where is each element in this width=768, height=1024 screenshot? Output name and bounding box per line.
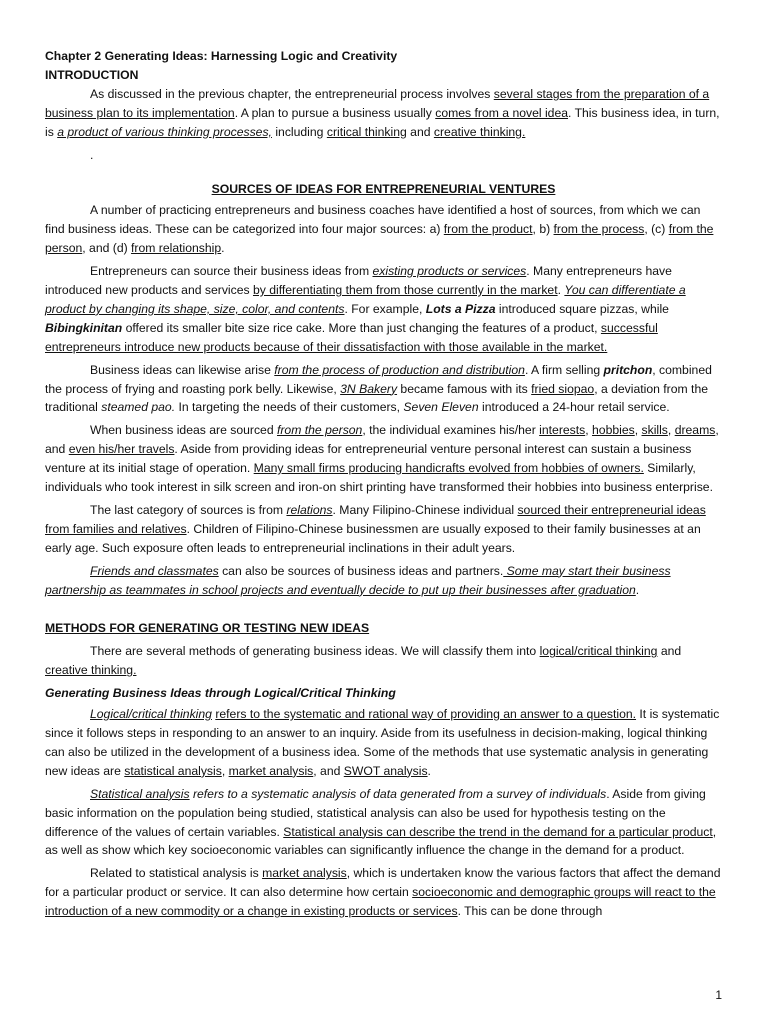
text-run: became famous with its [397, 381, 532, 396]
text-run: , which is undertaken know the various factors that affect the demand for a particular product or service. It can also determine how certain [45, 866, 721, 900]
text-run: and [406, 124, 434, 139]
intro-paragraph [45, 85, 722, 142]
text-run: introduced a 24-hour retail service. [478, 400, 670, 415]
text-run: , the individual examines his/her [362, 423, 540, 438]
text-run: . Aside from giving basic information on the population being studied, statistical analysis can also be used for hypothesis testing on the difference of the values of certain variables. [45, 786, 706, 839]
text-run: . This business idea, in turn, is [45, 105, 720, 139]
logical-thinking-subheading: Generating Business Ideas through Logical/Critical Thinking [45, 686, 396, 701]
text-run: from the product [443, 222, 533, 237]
text-run: creative thinking. [45, 663, 137, 678]
text-run: The last category of sources is from [90, 502, 287, 517]
methods-paragraph-intro [45, 642, 722, 680]
text-run: As discussed in the previous chapter, the entrepreneurial process involves [90, 86, 494, 101]
methods-heading: METHODS FOR GENERATING OR TESTING NEW IDEAS [45, 621, 370, 636]
sources-heading: SOURCES OF IDEAS FOR ENTREPRENEURIAL VENTURES [211, 182, 556, 197]
logical-thinking-paragraph [45, 705, 722, 781]
text-run: . Children of Filipino-Chinese businessmen are usually exposed to their family businesses at an early age. Such exposure often leads to entrepreneurial inclinations in their adult years. [45, 521, 701, 555]
market-analysis-paragraph [45, 864, 722, 921]
text-run: SWOT analysis [343, 763, 428, 778]
text-run: can also be sources of business ideas and partners. [218, 563, 504, 578]
text-run: In targeting the needs of their customers, [175, 400, 404, 415]
text-run: Lots a Pizza [425, 301, 496, 316]
document-page [45, 47, 722, 925]
text-run: dreams [674, 423, 716, 438]
text-run: by differentiating them from those currently in the market [252, 282, 558, 297]
text-run: from the process of production and distribution [274, 362, 525, 377]
text-run: several stages from the preparation of a business plan to its implementation [45, 86, 710, 120]
text-run: from the process [553, 222, 645, 237]
statistical-analysis-paragraph [45, 785, 722, 861]
text-run: offered its smaller bite size rice cake. More than just changing the features of a product, [122, 320, 601, 335]
text-run: from the person [45, 222, 714, 256]
text-run: . [635, 582, 640, 597]
text-run: comes from a novel idea [435, 105, 569, 120]
sources-paragraph-person [45, 421, 722, 497]
text-run: Related to statistical analysis is [90, 866, 263, 881]
text-run: introduced square pizzas, while [495, 301, 669, 316]
text-run: market analysis [262, 866, 347, 881]
text-run: successful entrepreneurs introduce new products because of their dissatisfaction with those available in the market. [45, 320, 658, 354]
text-run: existing products or services [372, 264, 527, 279]
text-run: Logical/critical thinking [90, 707, 212, 722]
text-run: A number of practicing entrepreneurs and business coaches have identified a host of sources, from which we can find business ideas. These can be categorized into four major sources: a) [45, 203, 701, 237]
text-run: . Aside from providing ideas for entrepreneurial venture personal interest can sustain a business venture at its initial stage of operation. [45, 442, 692, 476]
text-run: . [427, 763, 431, 778]
sources-paragraph-relations [45, 501, 722, 558]
text-run: . For example, [344, 301, 426, 316]
text-run: . Many entrepreneurs have introduced new products and services [45, 264, 672, 297]
text-run: , as well as show which key socioeconomic variables can significantly influence the change in the demand for a product. [45, 824, 717, 858]
text-run: critical thinking [326, 124, 407, 139]
text-run: steamed pao. [101, 400, 176, 415]
text-run: , a deviation from the traditional [45, 381, 708, 415]
text-run: , [221, 763, 229, 778]
text-run: Some may start their business partnership as teammates in school projects and eventually decide to put up their businesses after graduation [45, 563, 671, 597]
text-run: . This can be done through [457, 904, 603, 919]
text-run: Friends and classmates [90, 563, 219, 578]
text-run: Statistical analysis [90, 786, 190, 801]
text-run: from relationship [131, 241, 222, 256]
sources-paragraph-friends [45, 562, 722, 600]
text-run: from the person [276, 423, 363, 438]
text-run: , b) [532, 222, 554, 237]
text-run: , and (d) [82, 241, 132, 256]
text-run: , [667, 423, 675, 438]
text-run: relations [286, 502, 333, 517]
text-run: even his/her travels [68, 442, 175, 457]
text-run: . [221, 241, 225, 256]
text-run: pritchon [603, 362, 653, 377]
text-run: , and [313, 763, 344, 778]
text-run: , (c) [644, 222, 669, 237]
text-run: , [634, 423, 642, 438]
introduction-heading: INTRODUCTION [45, 67, 139, 82]
sources-paragraph-product [45, 262, 722, 357]
text-run: Many small firms producing handicrafts evolved from hobbies of owners. [253, 461, 644, 476]
text-run: creative thinking. [433, 124, 526, 139]
text-run: skills [641, 423, 668, 438]
text-run: refers to the systematic and rational way of providing an answer to a question. [215, 707, 637, 722]
text-run: Bibingkinitan [45, 320, 123, 335]
text-run: . A firm selling [524, 362, 604, 377]
text-run: a product of various thinking processes, [57, 124, 272, 139]
text-run: It is systematic since it follows steps in responding to an answer to an inquiry. Aside from its usefulness in decision-making, logical thinking can also be utilized in the development of a business idea. Some of the methods that use systematic analysis in generating new ideas are [45, 707, 720, 778]
text-run: logical/critical thinking [539, 644, 658, 659]
text-run: including [271, 124, 327, 139]
text-run: Statistical analysis can describe the trend in the demand for a particular product [283, 824, 713, 839]
sources-paragraph-overview [45, 201, 722, 258]
text-run: Business ideas can likewise arise [90, 362, 275, 377]
stray-period: . [90, 147, 94, 162]
sources-paragraph-process [45, 361, 722, 418]
text-run: Seven Eleven [403, 400, 479, 415]
text-run: fried siopao [531, 381, 595, 396]
text-run: market analysis [228, 763, 314, 778]
text-run: socioeconomic and demographic groups will react to the introduction of a new commodity or a change in existing products or services [45, 885, 716, 919]
text-run: statistical analysis [124, 763, 222, 778]
text-run: Similarly, individuals who took interest in silk screen and iron-on shirt printing have transformed their hobbies into business enterprise. [45, 461, 713, 495]
text-run: . [557, 282, 565, 297]
text-run: sourced their entrepreneurial ideas from families and relatives [45, 502, 706, 536]
text-run: interests [539, 423, 586, 438]
text-run: . A plan to pursue a business usually [234, 105, 436, 120]
chapter-title: Chapter 2 Generating Ideas: Harnessing Logic and Creativity [45, 49, 398, 63]
text-run: There are several methods of generating business ideas. We will classify them into [90, 644, 540, 659]
text-run: and [657, 644, 682, 659]
text-run: refers to a systematic analysis of data generated from a survey of individuals [189, 786, 607, 801]
text-run: When business ideas are sourced [90, 423, 277, 438]
text-run: . Many Filipino-Chinese individual [332, 502, 518, 517]
text-run: 3N Bakery [340, 381, 398, 396]
text-run: , and [45, 423, 719, 457]
text-run: hobbies [592, 423, 635, 438]
text-run: , combined the process of frying and roasting pork belly. Likewise, [45, 362, 712, 396]
page-number: 1 [715, 988, 722, 1002]
text-run: Entrepreneurs can source their business ideas from [90, 264, 373, 279]
text-run: You can differentiate a product by changing its shape, size, color, and contents [45, 282, 686, 316]
text-run: , [585, 423, 593, 438]
